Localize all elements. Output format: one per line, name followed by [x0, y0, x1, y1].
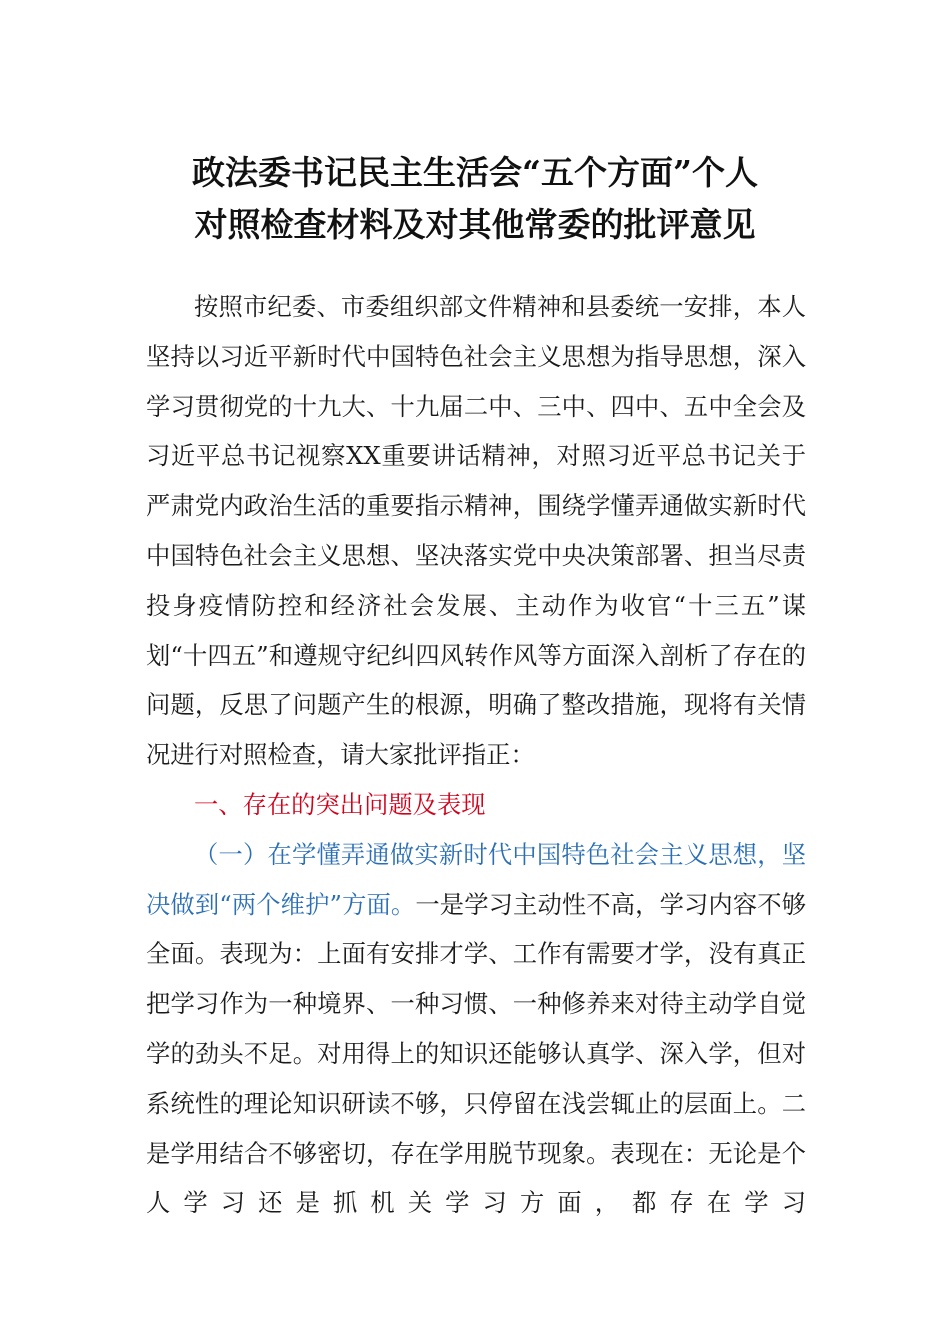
- subsection-body-1: 一是学习主动性不高，学习内容不够全面。表现为：上面有安排才学、工作有需要才学，没有真正把学习作为一种境界、一种习惯、一种修养来对待主动学自觉学的劲头不足。对用得上的知识还能够认真学、深入学，但对系统性的理论知识研读不够，只停留在浅尝辄止的层面上。二是学用结合不够密切，存在学用脱节现象。表现在：无论是个人学习还是抓机关学习方面，都存在学习: [146, 889, 807, 1218]
- subsection-paragraph-1: [146, 830, 806, 1228]
- document-title-line-2: 对照检查材料及对其他常委的批评意见: [194, 205, 756, 244]
- intro-paragraph: 按照市纪委、市委组织部文件精神和县委统一安排，本人坚持以习近平新时代中国特色社会主义思想为指导思想，深入学习贯彻党的十九大、十九届二中、三中、四中、五中全会及习近平总书记视察XX重要讲话精神，对照习近平总书记关于严肃党内政治生活的重要指示精神，围绕学懂弄通做实新时代中国特色社会主义思想、坚决落实党中央决策部署、担当尽责投身疫情防控和经济社会发展、主动作为收官“十三五”谋划“十四五”和遵规守纪纠四风转作风等方面深入剖析了存在的问题，反思了问题产生的根源，明确了整改措施，现将有关情况进行对照检查，请大家批评指正：: [146, 292, 806, 770]
- section-heading-1: 一、存在的突出问题及表现: [194, 789, 486, 819]
- document-title-line-1: 政法委书记民主生活会“五个方面”个人: [192, 153, 758, 192]
- subsection-heading-1: （一）在学懂弄通做实新时代中国特色社会主义思想，坚决做到“两个维护”方面。: [146, 839, 806, 919]
- document-body: [146, 282, 806, 1228]
